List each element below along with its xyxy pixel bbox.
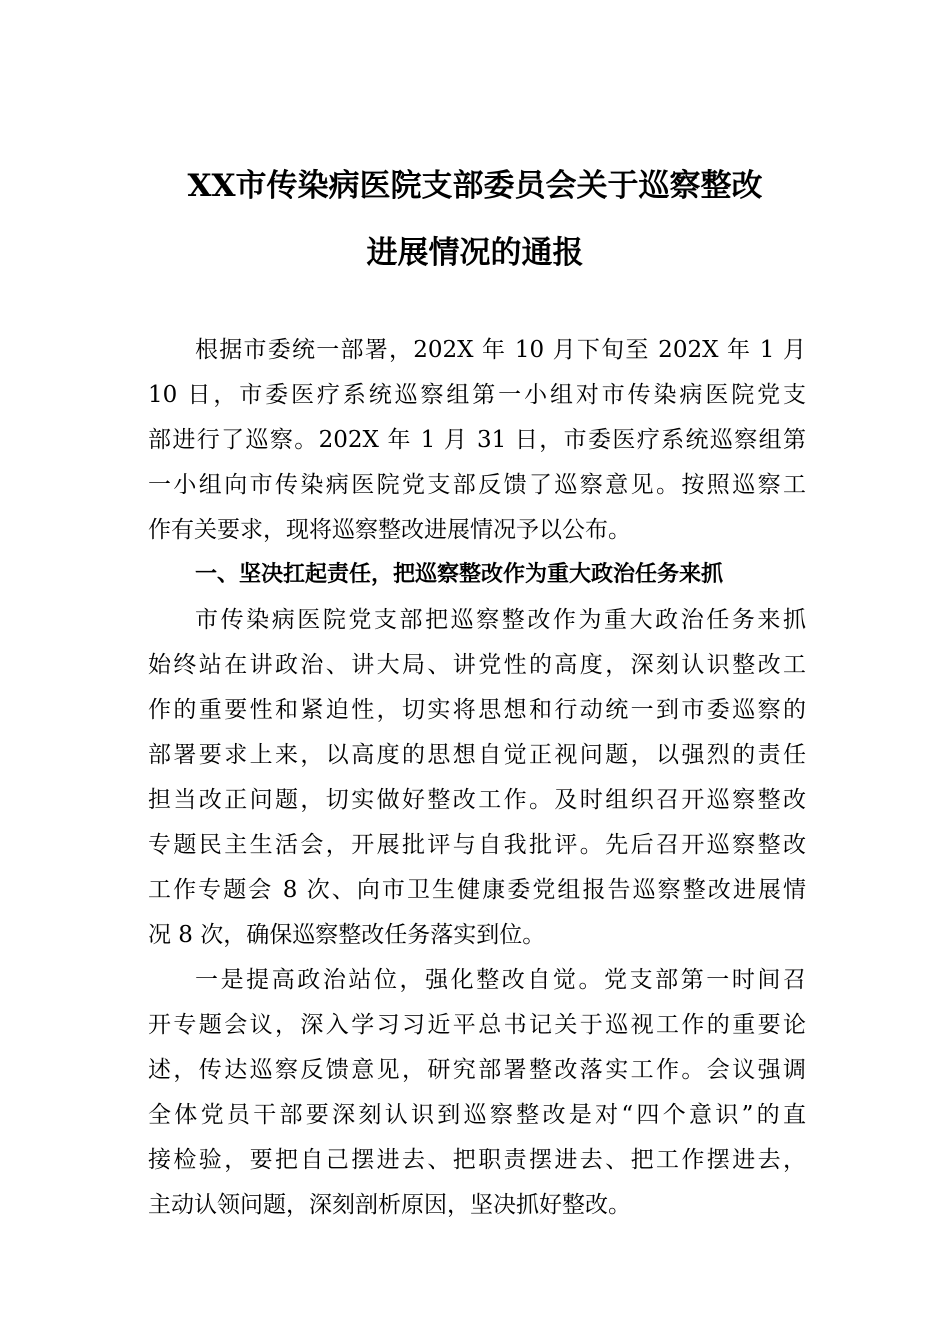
text-line: 一、坚决扛起责任，把巡察整改作为重大政治任务来抓 xyxy=(195,562,724,587)
text-line: 作有关要求，现将巡察整改进展情况予以公布。 xyxy=(148,517,631,543)
text-line: 接检验，要把自己摆进去、把职责摆进去、把工作摆进去， xyxy=(148,1147,806,1173)
document-title-line-1: XX市传染病医院支部委员会关于巡察整改 xyxy=(187,168,763,204)
text-line: 根据市委统一部署，202X 年 10 月下旬至 202X 年 1 月 xyxy=(195,337,807,363)
document-title-line-2: 进展情况的通报 xyxy=(366,235,584,271)
text-line: 始终站在讲政治、讲大局、讲党性的高度，深刻认识整改工 xyxy=(148,652,806,678)
text-line: 作的重要性和紧迫性，切实将思想和行动统一到市委巡察的 xyxy=(148,697,806,723)
paragraph xyxy=(148,600,806,960)
text-line: 部进行了巡察。202X 年 1 月 31 日，市委医疗系统巡察组第 xyxy=(148,427,806,453)
text-line: 一是提高政治站位，强化整改自觉。党支部第一时间召 xyxy=(195,967,806,993)
paragraph xyxy=(148,960,806,1230)
text-line: 市传染病医院党支部把巡察整改作为重大政治任务来抓 xyxy=(195,607,806,633)
text-line: 工作专题会 8 次、向市卫生健康委党组报告巡察整改进展情 xyxy=(148,877,806,903)
text-line: 专题民主生活会，开展批评与自我批评。先后召开巡察整改 xyxy=(148,832,806,858)
paragraph xyxy=(148,330,806,555)
text-line: 开专题会议，深入学习习近平总书记关于巡视工作的重要论 xyxy=(148,1012,806,1038)
text-line: 述，传达巡察反馈意见，研究部署整改落实工作。会议强调 xyxy=(148,1057,806,1083)
text-line: 部署要求上来，以高度的思想自觉正视问题，以强烈的责任 xyxy=(148,742,806,768)
document-body xyxy=(148,330,806,1230)
text-line: 10 日，市委医疗系统巡察组第一小组对市传染病医院党支 xyxy=(148,382,806,408)
text-line: 况 8 次，确保巡察整改任务落实到位。 xyxy=(148,922,546,948)
text-line: 全体党员干部要深刻认识到巡察整改是对“四个意识”的直 xyxy=(148,1102,806,1128)
text-line: 主动认领问题，深刻剖析原因，坚决抓好整改。 xyxy=(148,1192,631,1218)
text-line: 担当改正问题，切实做好整改工作。及时组织召开巡察整改 xyxy=(148,787,806,813)
section-heading xyxy=(148,555,806,600)
text-line: 一小组向市传染病医院党支部反馈了巡察意见。按照巡察工 xyxy=(148,472,806,498)
